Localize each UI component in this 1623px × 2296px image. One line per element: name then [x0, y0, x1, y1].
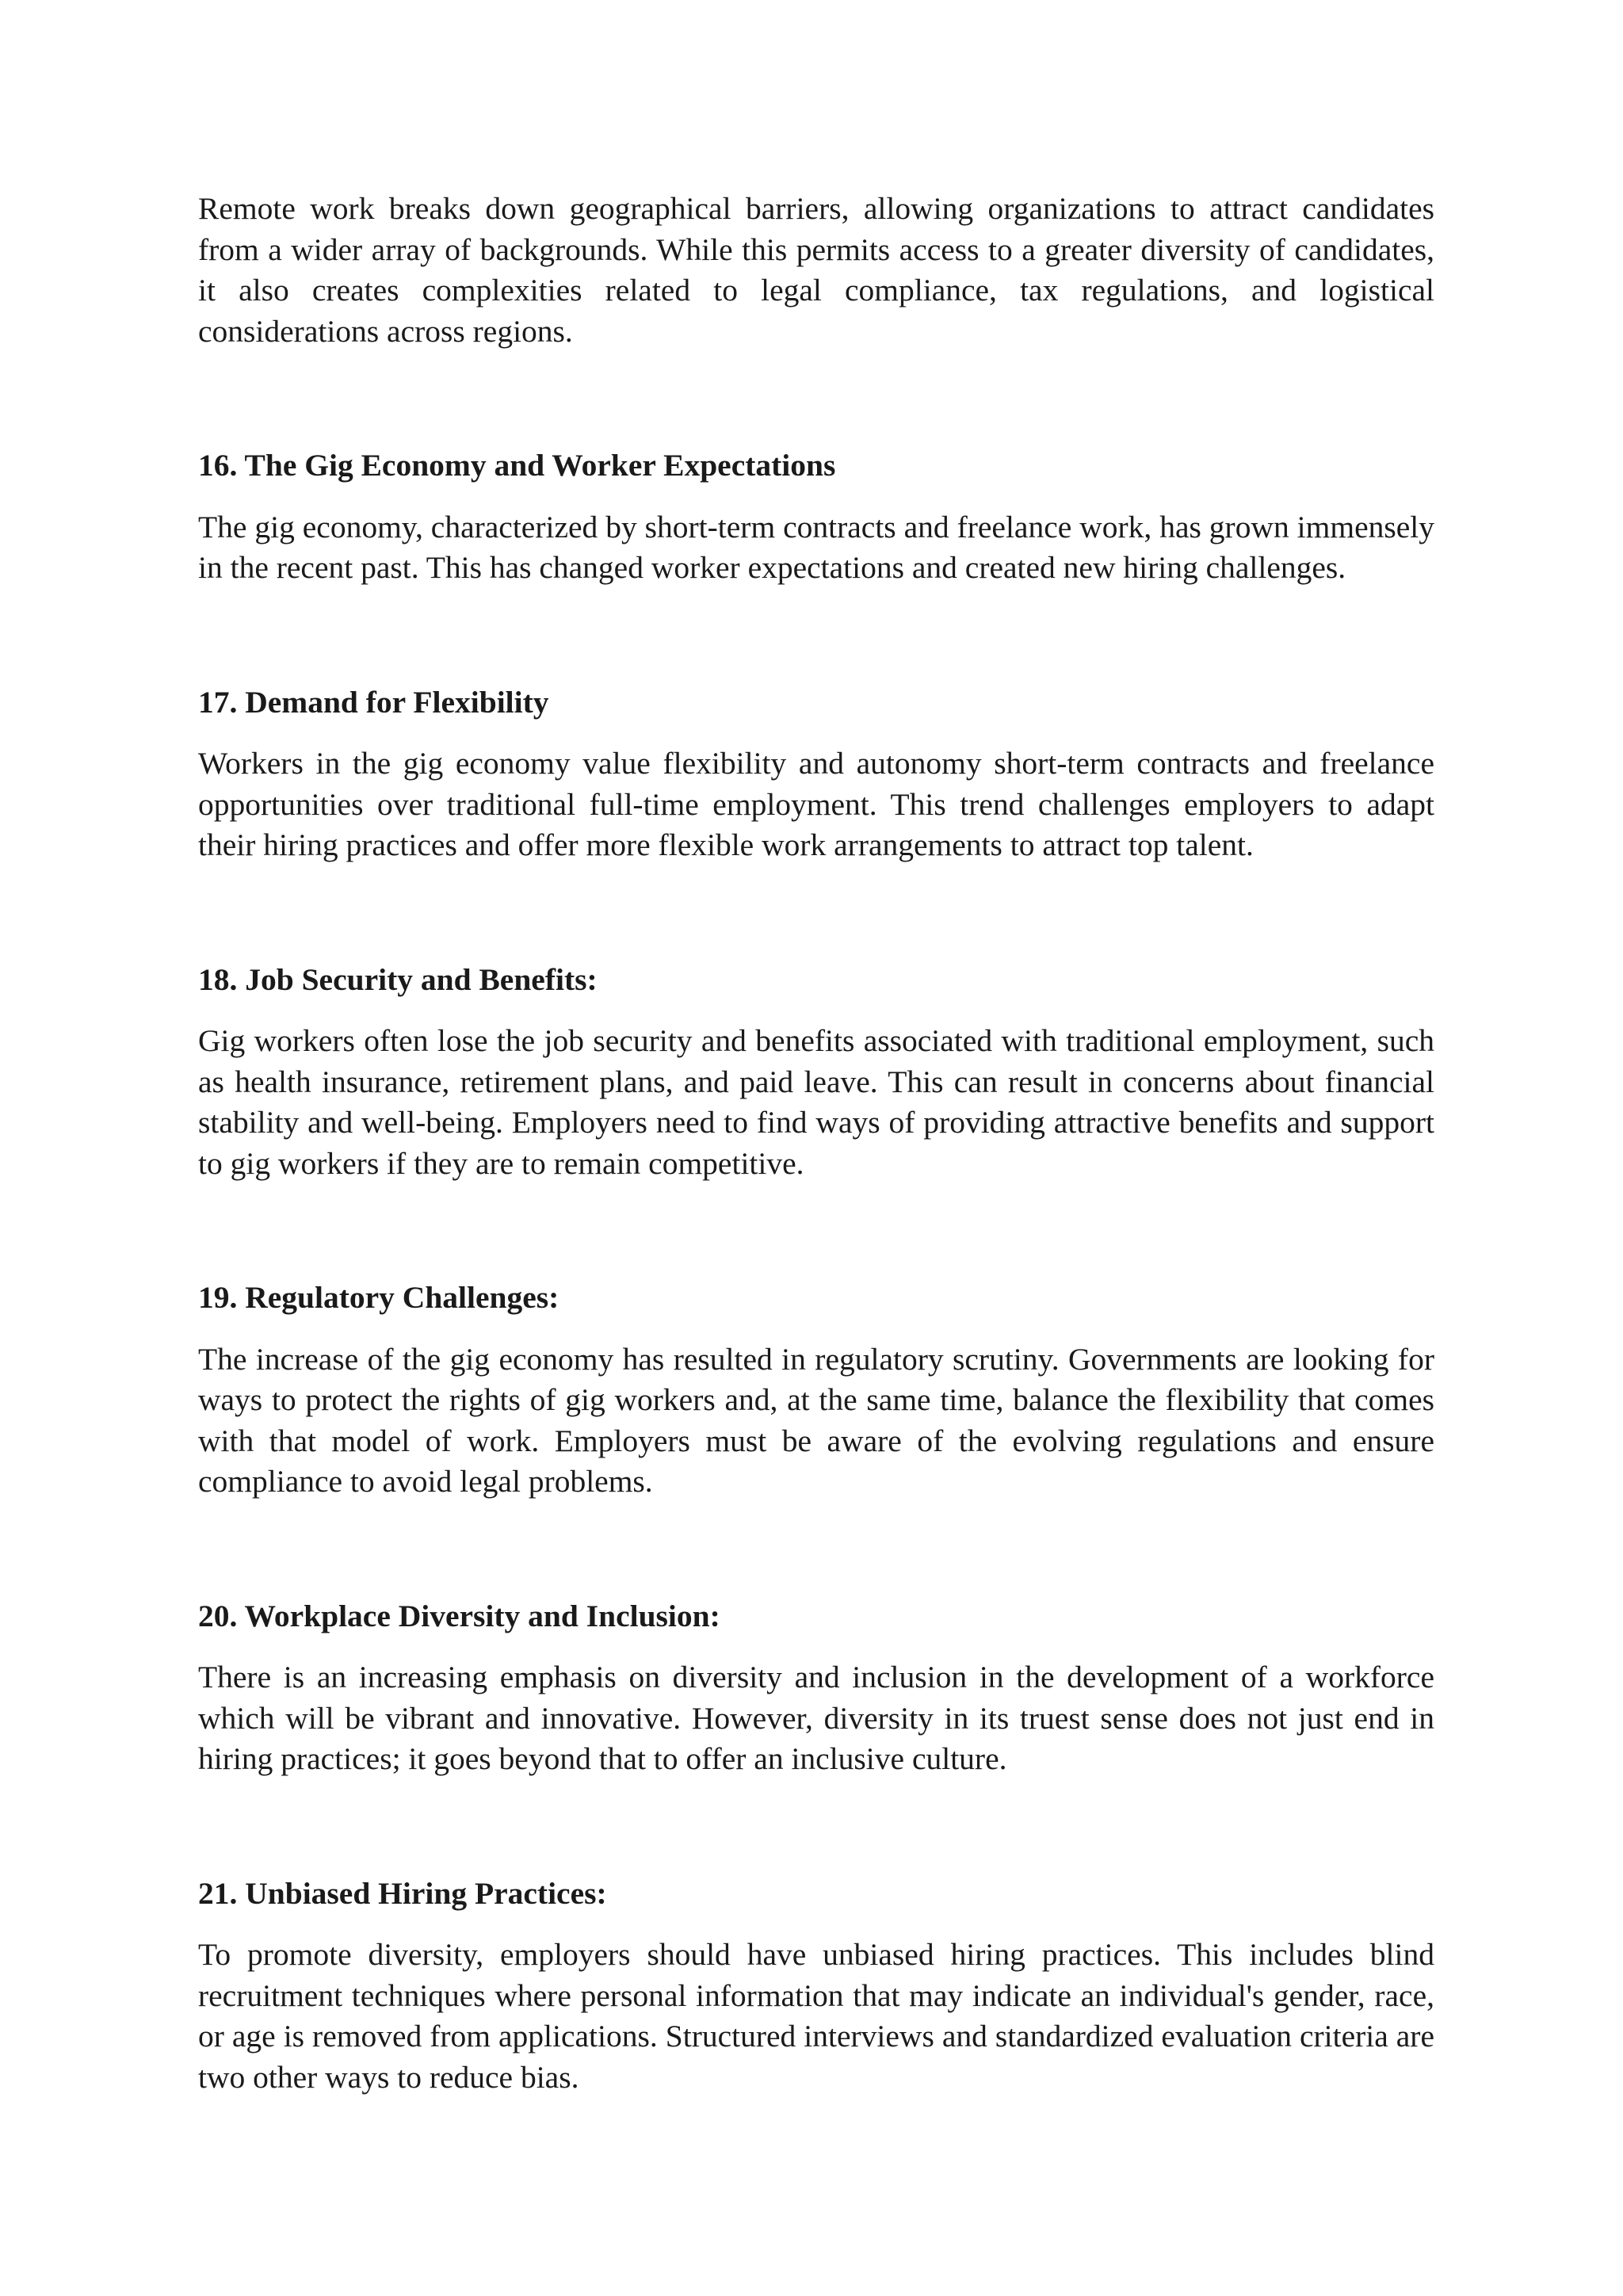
section-heading: 17. Demand for Flexibility	[198, 684, 549, 720]
section-heading: 18. Job Security and Benefits:	[198, 961, 598, 997]
section-18	[198, 960, 1434, 1185]
section-body: Gig workers often lose the job security and benefits associated with traditional employment, such as health insurance, retirement plans, and paid leave. This can result in concerns about financial stability and well-being. Employers need to find ways of providing attractive benefits and support to gig workers if they are to remain competitive.	[198, 1023, 1434, 1181]
section-21	[198, 1874, 1434, 2099]
section-heading: 20. Workplace Diversity and Inclusion:	[198, 1598, 720, 1633]
section-heading: 19. Regulatory Challenges:	[198, 1280, 559, 1315]
section-body: There is an increasing emphasis on diversity and inclusion in the development of a workforce which will be vibrant and innovative. However, diversity in its truest sense does not just end in hiring practices; it goes beyond that to offer an inclusive culture.	[198, 1660, 1434, 1776]
section-body: Workers in the gig economy value flexibility and autonomy short-term contracts and freelance opportunities over traditional full-time employment. This trend challenges employers to adapt their hiring practices and offer more flexible work arrangements to attract top talent.	[198, 746, 1434, 862]
section-body: The gig economy, characterized by short-term contracts and freelance work, has grown immensely in the recent past. This has changed worker expectations and created new hiring challenges.	[198, 509, 1434, 585]
section-body: The increase of the gig economy has resulted in regulatory scrutiny. Governments are looking for ways to protect the rights of gig workers and, at the same time, balance the flexibility that comes with that model of work. Employers must be aware of the evolving regulations and ensure compliance to avoid legal problems.	[198, 1341, 1434, 1499]
section-body: To promote diversity, employers should have unbiased hiring practices. This includes blind recruitment techniques where personal information that may indicate an individual's gender, race, or age is removed from applications. Structured interviews and standardized evaluation criteria are two other ways to reduce bias.	[198, 1937, 1434, 2095]
intro-paragraph: Remote work breaks down geographical barriers, allowing organizations to attract candidates from a wider array of backgrounds. While this permits access to a greater diversity of candidates, it also creates complexities related to legal compliance, tax regulations, and logistical considerations across regions.	[198, 191, 1434, 349]
section-20	[198, 1596, 1434, 1780]
section-heading: 16. The Gig Economy and Worker Expectations	[198, 448, 836, 483]
document-page	[198, 189, 1434, 2098]
section-heading: 21. Unbiased Hiring Practices:	[198, 1875, 607, 1911]
section-17	[198, 682, 1434, 866]
section-16	[198, 445, 1434, 589]
section-19	[198, 1278, 1434, 1503]
